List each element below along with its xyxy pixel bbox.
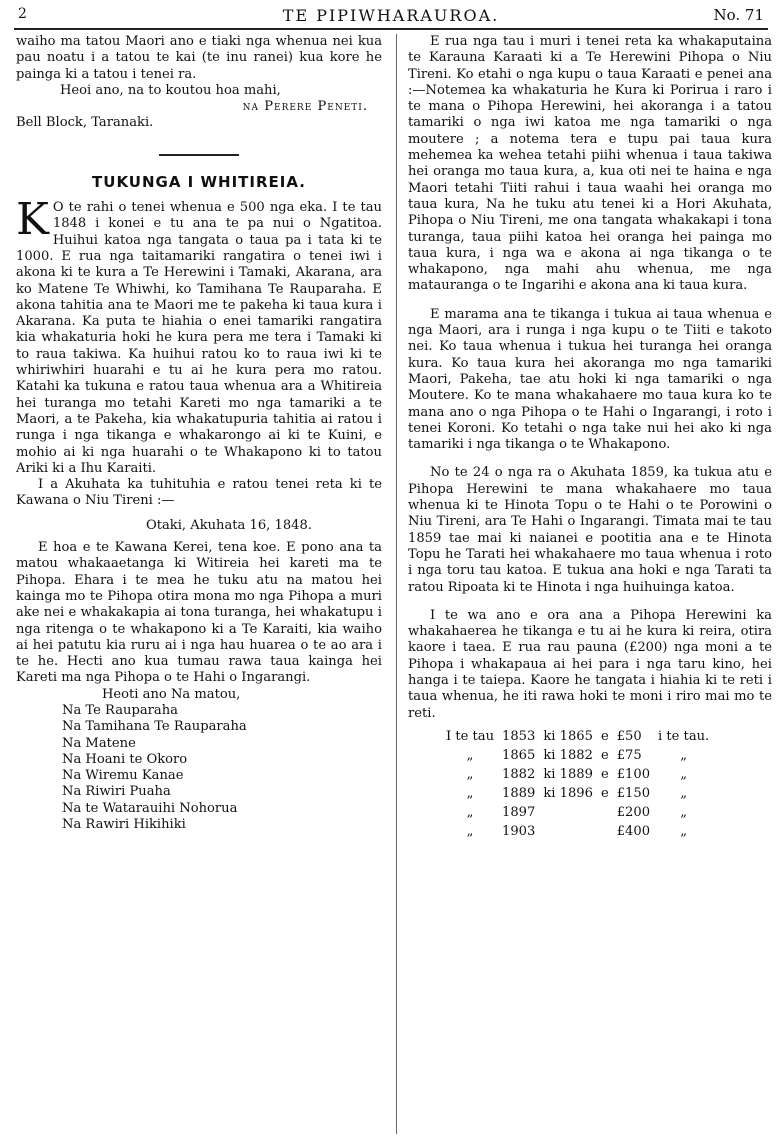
paragraph-crown-grant: E rua nga tau i muri i tenei reta ka whakaputaina te Karauna Karaati ki a Te Herewini Pihopa o Niu Tireni. Ko etahi o nga kupu o taua Karaati e penei ana :—Notemea ka whakaturia he Kura ki Porirua i raro i te mana o Pihopa Herewini, hei akoranga i a tatou tamariki o nga iwi katoa me nga tamariki o nga moutere ; a notema tera e tupu pai taua kura mehemea ka wehea tetahi piihi whenua i taua takiwa hei oranga mo taua kura, a, kua oti nei te haina e nga Maori tetahi Tiiti rahui i taua waahi hei oranga mo taua kura, Na he tuku atu tenei ki a Hori Akuhata, Pihopa o Niu Tireni, me ona tangata whakakapi i tona turanga, taua piihi katoa hei oranga hei painga mo taua kura, i nga wa e akona ai nga tikanga o te whakapono, nga mahi ahu whenua, me nga matauranga o te Ingarihi e akona ana ki taua kura.	[408, 34, 772, 294]
page-header	[14, 4, 768, 30]
left-column	[16, 34, 382, 833]
row-lead: „	[466, 748, 474, 764]
rent-amount: £50	[616, 729, 642, 745]
year-from: 1903	[502, 824, 536, 840]
table-row	[442, 747, 713, 766]
letter-intro: I a Akuhata ka tuhituhia e ratou tenei reta ki te Kawana o Niu Tireni :—	[16, 477, 382, 509]
signatory: Na Wiremu Kanae	[62, 768, 184, 784]
article-heading: TUKUNGA I WHITIREIA.	[92, 172, 306, 191]
column-divider	[396, 34, 397, 1134]
table-row	[442, 785, 713, 804]
signatory: Na Riwiri Puaha	[62, 784, 171, 800]
signatory: Na Matene	[62, 735, 136, 751]
intro-text: O te rahi o tenei whenua e 500 nga eka. I te tau 1848 i konei e tu ana te pa nui o Ngatitoa. Huihui katoa nga tangata o taua pa i tata ki te 1000. E rua nga taitamariki rangatira o tenei iwi i akona ki te kura a Te Herewini i Tamaki, Akarana, ara ko Matene Te Whiwhi, ko Tamihana Te Rauparaha. E akona tahitia ana te Maori me te pakeha ki taua kura i Akarana. Ka puta te hiahia o enei tamariki rangatira kia whakaturia hoki he kura pera me tera i Tamaki ki to raua takiwa. Ka huihui ratou ko to raua iwi ki te whiriwhiri huarahi e tu ai he kura pera mo ratou. Katahi ka tukuna e ratou taua whenua ara a Whitireia hei turanga mo tetahi Kareti mo nga tamariki a te Maori, a te Pakeha, kia whakatupuria tahitia ai ratou i runga i nga tikanga e whakarongo ai ki te Kuini, e mohio ai ki nga huarahi o te Whakapono ki to tatou Ariki ki a Ihu Karaiti.	[16, 200, 382, 476]
year-from: 1865	[502, 748, 536, 764]
conjunction: e	[600, 786, 609, 802]
rent-period: „	[680, 805, 688, 821]
letter-place: Bell Block, Taranaki.	[16, 115, 154, 131]
rent-amount: £200	[616, 805, 651, 821]
signatories-block	[16, 687, 382, 834]
year-to	[539, 823, 597, 842]
letter-date: Otaki, Akuhata 16, 1848.	[145, 517, 312, 533]
conjunction: e	[600, 767, 609, 783]
right-column	[408, 34, 772, 842]
year-from: 1882	[502, 767, 536, 783]
letter-signature: na Perere Peneti.	[242, 99, 368, 115]
conjunction	[597, 804, 613, 823]
conjunction	[597, 823, 613, 842]
table-row	[442, 766, 713, 785]
issue-number: No. 71	[713, 6, 764, 24]
signatory: Na Tamihana Te Rauparaha	[62, 719, 247, 735]
section-divider	[159, 154, 239, 156]
newspaper-title: TE PIPIWHARAUROA.	[282, 6, 500, 25]
year-to: ki 1896	[543, 786, 593, 802]
page-number: 2	[18, 6, 27, 22]
table-row	[442, 804, 713, 823]
year-to: ki 1865	[543, 729, 593, 745]
letter-closing: Heoi ano, na to koutou hoa mahi,	[60, 82, 281, 98]
paragraph-rent: I te wa ano e ora ana a Pihopa Herewini ka whakahaerea he tikanga e tu ai he kura ki reira, otira kaore i taea. E rua rau pauna (£200) nga moni a te Pihopa i whakapaua ai hei para i nga taru kino, hei hanga i te taiepa. Kaore he tangata i hiahia ki te reti i taua whenua, he iti rawa hoki te moni i riro mai mo te reti.	[408, 607, 772, 721]
year-to: ki 1882	[543, 748, 593, 764]
row-lead: „	[466, 824, 474, 840]
signatories-intro: Heoti ano Na matou,	[102, 686, 241, 702]
row-lead: „	[466, 805, 474, 821]
row-lead: I te tau	[446, 729, 495, 745]
year-from: 1897	[502, 805, 536, 821]
row-lead: „	[466, 767, 474, 783]
signatory: Na te Watarauihi Nohorua	[62, 800, 238, 816]
signatory: Na Rawiri Hikihiki	[62, 817, 186, 833]
year-to: ki 1889	[543, 767, 593, 783]
year-from: 1889	[502, 786, 536, 802]
table-row	[442, 728, 713, 747]
letter-body: E hoa e te Kawana Kerei, tena koe. E pono ana ta matou whakaaetanga ki Witireia hei kareti ma te Pihopa. Ehara i te mea he tuku atu na matou hei kainga mo te Pihopa otira mona mo nga Pihopa a muri ake nei e whakakapia ai tona turanga, hei whakatupu i nga ritenga o te whakapono ki a Te Karaiti, kia waiho ai hei patutu kia ruru ai i nga hau huarea o te ao ara i te he. Hecti ano kua tumau rawa taua kainga hei Kareti ma nga Pihopa o te Hahi o Ingarangi.	[16, 540, 382, 686]
row-lead: „	[466, 786, 474, 802]
rent-amount: £75	[616, 748, 642, 764]
year-to	[539, 804, 597, 823]
conjunction: e	[600, 729, 609, 745]
signatory: Na Hoani te Okoro	[62, 751, 188, 767]
rent-amount: £400	[616, 824, 651, 840]
conjunction: e	[600, 748, 609, 764]
paragraph-purpose: E marama ana te tikanga i tukua ai taua whenua e nga Maori, ara i runga i nga kupu o te Tiiti e takoto nei. Ko taua whenua i tukua hei turanga hei oranga kura. Ko taua kura hei akoranga mo nga tamariki Maori, Pakeha, tae atu hoki ki nga tamariki o nga Moutere. Ko te mana whakahaere mo taua kura ko te mana ano o nga Pihopa o te Hahi o Ingarangi, i roto i tenei Koroni. Ko tetahi o nga take nui hei ako ki nga tamariki i nga tikanga o te Whakapono.	[408, 306, 772, 453]
letter-continuation: waiho ma tatou Maori ano e tiaki nga whenua nei kua pau noatu i a tatou te kai (te inu ranei) kua kore he painga ki a tatou i tenei ra.	[16, 34, 382, 82]
rent-period: i te tau.	[658, 729, 710, 745]
paragraph-synod: No te 24 o nga ra o Akuhata 1859, ka tukua atu e Pihopa Herewini te mana whakahaere mo taua whenua ki te Hinota Topu o te Hahi o te Porowini o Niu Tireni, ara Te Hahi o Ingarangi. Timata mai te tau 1859 tae mai ki naianei e pootitia ana e te Hinota Topu he Tarati hei whakahaere mo taua whenua i roto i nga toru tau katoa. E tukua ana hoki e nga Tarati ta ratou Ripoata ki te Hinota i nga huihuinga katoa.	[408, 465, 772, 595]
intro-paragraph	[16, 194, 382, 477]
rent-amount: £100	[616, 767, 651, 783]
rent-period: „	[680, 767, 688, 783]
table-row	[442, 823, 713, 842]
rent-amount: £150	[616, 786, 651, 802]
rent-period: „	[680, 786, 688, 802]
rent-period: „	[680, 748, 688, 764]
year-from: 1853	[502, 729, 536, 745]
signatory: Na Te Rauparaha	[62, 702, 178, 718]
rent-table	[442, 728, 713, 842]
rent-period: „	[680, 824, 688, 840]
drop-cap: K	[16, 194, 49, 246]
